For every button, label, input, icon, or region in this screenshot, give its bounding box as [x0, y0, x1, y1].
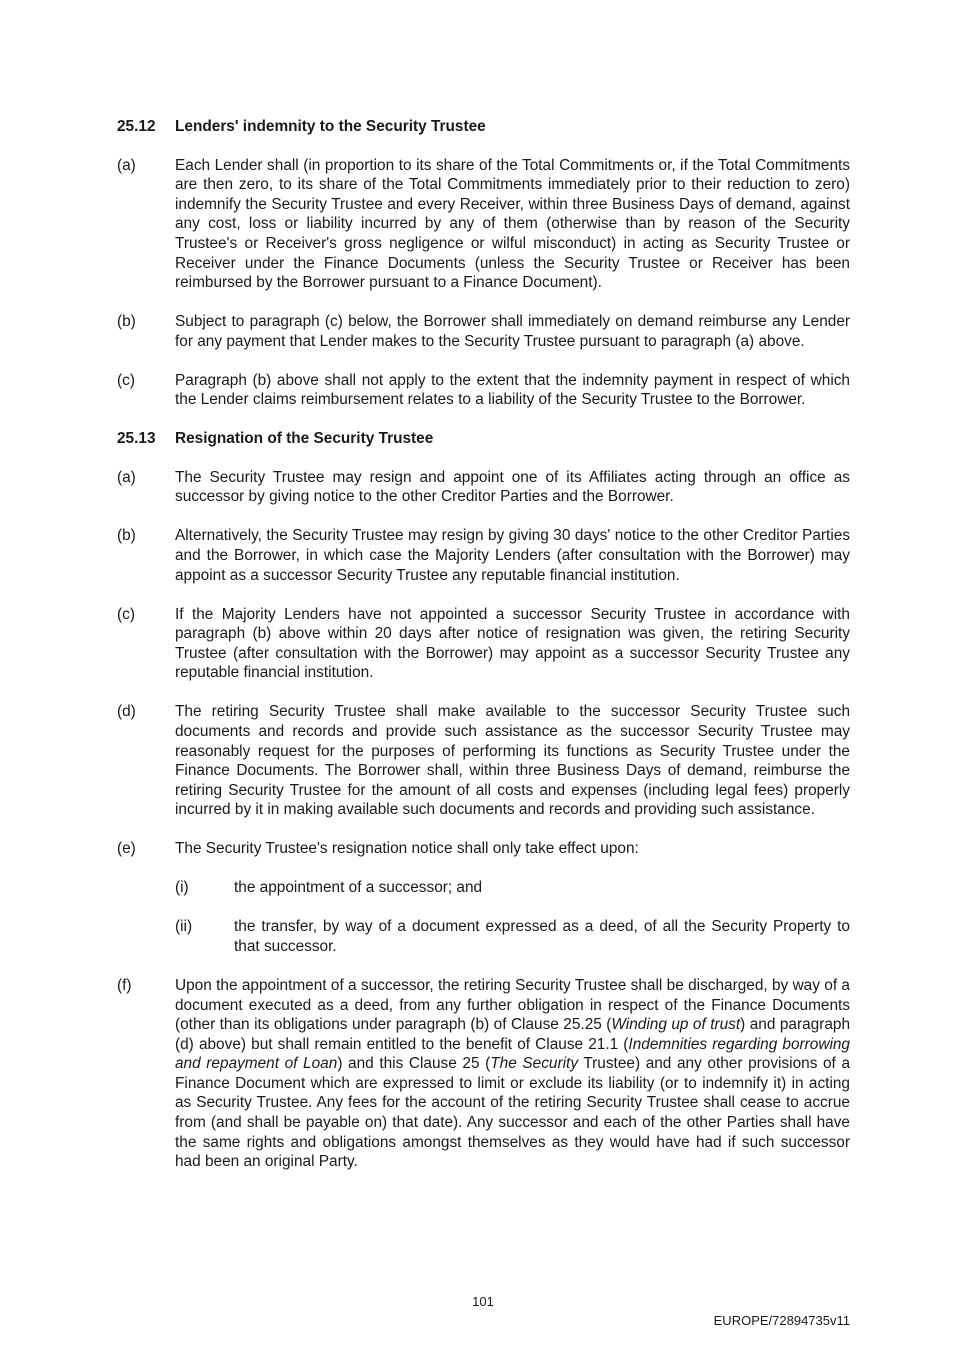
paragraph-text: Alternatively, the Security Trustee may resign by giving 30 days' notice to the other Creditor Parties and the Borrower, in which case the Majority Lenders (after consultation with the Borrower) may appoint as a successor Security Trustee any reputable financial institution. — [175, 527, 850, 584]
document-page — [117, 117, 850, 1191]
section-title: Lenders' indemnity to the Security Trustee — [175, 118, 486, 135]
paragraph-a — [117, 468, 850, 507]
paragraph-f — [117, 976, 850, 1172]
text-run: ) and this Clause 25 ( — [337, 1055, 491, 1073]
text-run: Upon the appointment of a successor, the retiring Security Trustee shall be discharged, by way of a document executed as a deed, from any further obligation in respect of the Finance Documents (other than its obligations under paragraph (b) of Clause 25.25 ( — [175, 976, 850, 1034]
document-reference: EUROPE/72894735v11 — [713, 1313, 850, 1328]
section-number: 25.13 — [117, 430, 156, 448]
page-number: 101 — [472, 1294, 494, 1309]
subparagraph-ii — [175, 917, 850, 956]
paragraph-label: (c) — [117, 605, 135, 623]
paragraph-a — [117, 156, 850, 293]
subparagraph-label: (ii) — [175, 918, 193, 936]
subparagraph-label: (i) — [175, 879, 189, 897]
paragraph-text: Subject to paragraph (c) below, the Borrower shall immediately on demand reimburse any Lender for any payment that Lender makes to the Security Trustee pursuant to paragraph (a) above. — [175, 313, 850, 350]
paragraph-text: The Security Trustee's resignation notice shall only take effect upon: — [175, 840, 639, 858]
subparagraph-text: the appointment of a successor; and — [234, 879, 483, 897]
italic-clause-ref: The Security — [490, 1055, 579, 1073]
italic-clause-ref: Winding up of trust — [611, 1016, 741, 1034]
paragraph-b — [117, 312, 850, 351]
paragraph-label: (f) — [117, 976, 132, 994]
paragraph-text: Paragraph (b) above shall not apply to the extent that the indemnity payment in respect of which the Lender claims reimbursement relates to a liability of the Security Trustee to the Borrower. — [175, 371, 850, 409]
text-run: ) and paragraph (d) above) but shall remain entitled to the benefit of Clause 21.1 ( — [175, 1016, 851, 1053]
paragraph-label: (d) — [117, 703, 136, 721]
paragraph-label: (a) — [117, 468, 136, 486]
italic-clause-ref: Indemnities regarding borrowing and repayment of Loan — [175, 1035, 850, 1073]
section-title: Resignation of the Security Trustee — [175, 430, 434, 448]
paragraph-text: The retiring Security Trustee shall make available to the successor Security Trustee such documents and records and provide such assistance as the successor Security Trustee may reasonably request for the purposes of performing its functions as Security Trustee under the Finance Documents. The Borrower shall, within three Business Days of demand, reimburse the retiring Security Trustee for the amount of all costs and expenses (including legal fees) properly incurred by it in making available such documents and records and providing such assistance. — [175, 703, 850, 819]
subparagraph-i — [175, 878, 850, 898]
section-heading-25-13 — [117, 429, 850, 449]
paragraph-label: (e) — [117, 840, 136, 858]
paragraph-text: The Security Trustee may resign and appoint one of its Affiliates acting through an office as successor by giving notice to the other Creditor Parties and the Borrower. — [175, 468, 850, 506]
paragraph-text: If the Majority Lenders have not appointed a successor Security Trustee in accordance with paragraph (b) above within 20 days after notice of resignation was given, the retiring Security Trustee (after consultation with the Borrower) may appoint as a successor Security Trustee any reputable financial institution. — [175, 605, 850, 682]
paragraph-label: (c) — [117, 371, 135, 389]
subparagraph-text: the transfer, by way of a document expressed as a deed, of all the Security Property to that successor. — [234, 918, 850, 955]
paragraph-b — [117, 526, 850, 585]
paragraph-label: (b) — [117, 313, 136, 331]
paragraph-d — [117, 702, 850, 820]
paragraph-label: (b) — [117, 527, 136, 545]
paragraph-c — [117, 371, 850, 410]
section-number: 25.12 — [117, 118, 156, 135]
paragraph-text: Each Lender shall (in proportion to its share of the Total Commitments or, if the Total Commitments are then zero, to its share of the Total Commitments immediately prior to their reduction to zero) indemnify the Security Trustee and every Receiver, within three Business Days of demand, against any cost, loss or liability incurred by any of them (otherwise than by reason of the Security Trustee's or Receiver's gross negligence or wilful misconduct) in acting as Security Trustee or Receiver under the Finance Documents (unless the Security Trustee or Receiver has been reimbursed by the Borrower pursuant to a Finance Document). — [175, 156, 850, 292]
text-run: Trustee) and any other provisions of a Finance Document which are expressed to limit or exclude its liability (or to indemnify it) in acting as Security Trustee. Any fees for the account of the retiring Security Trustee shall cease to accrue from (and shall be payable on) that date). Any successor and each of the other Parties shall have the same rights and obligations amongst themselves as they would have had if such successor had been an original Party. — [175, 1055, 851, 1171]
paragraph-e — [117, 839, 850, 859]
paragraph-text — [175, 976, 850, 1172]
section-heading-25-12 — [117, 117, 850, 137]
paragraph-c — [117, 605, 850, 683]
paragraph-label: (a) — [117, 156, 136, 174]
